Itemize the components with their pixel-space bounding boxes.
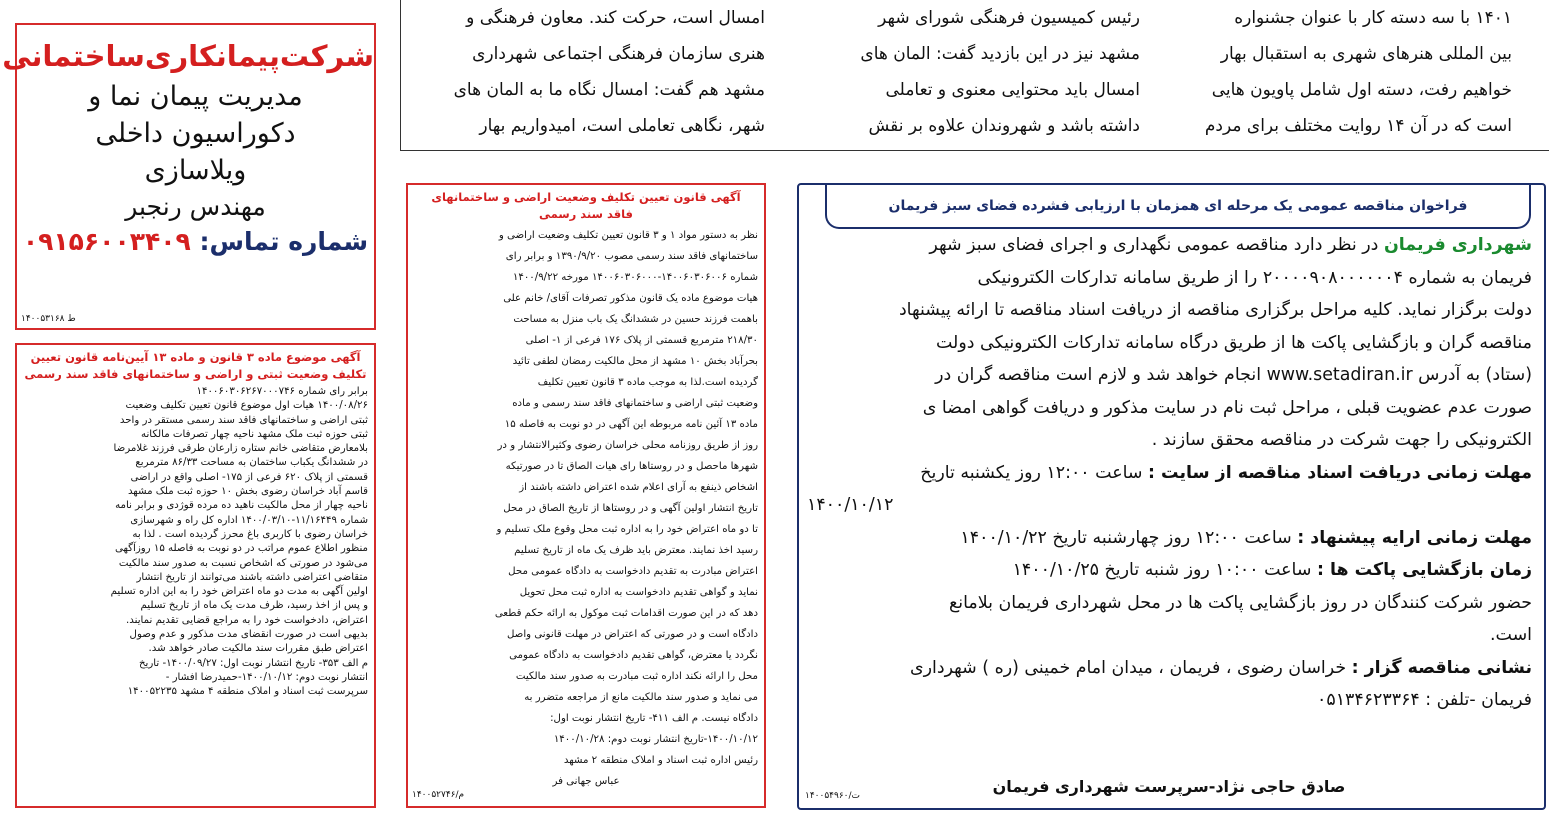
opening-value: ساعت ۱۰:۰۰ روز شنبه تاریخ ۱۴۰۰/۱۰/۲۵	[1012, 560, 1317, 580]
tender-lead: شهرداری فریمان	[1383, 235, 1532, 255]
ad-code: ت/۱۴۰۰۵۴۹۶۰	[805, 791, 861, 801]
address-label: نشانی مناقصه گزار :	[1351, 657, 1532, 678]
notice-line: و پس از اخذ رسید، ظرف مدت یک ماه از تاریخ تسلیم	[140, 600, 368, 612]
address	[807, 652, 1532, 685]
opening-time	[807, 554, 1532, 587]
article-column-right	[1172, 0, 1512, 144]
article-line: مشهد نیز در این بازدید گفت: المان های	[860, 44, 1140, 64]
notice-line: ماده ۱۳ آئین نامه مربوطه این آگهی در دو نوبت به فاصله ۱۵	[504, 419, 758, 430]
notice-line: وضعیت ثبتی اراضی و ساختمانهای فاقد سند رسمی و ماده	[512, 398, 758, 409]
deadline-docs	[807, 457, 1532, 490]
notice-line: خراسان رضوی با کاربری باغ محرز گردیده است . لذا به	[132, 528, 368, 540]
company-title: شرکت‌پیمانکاری‌ساختمانی	[2, 39, 374, 73]
notice-line: ساختمانهای فاقد سند رسمی مصوب ۱۳۹۰/۹/۲۰ و برابر رای	[505, 251, 758, 262]
attendance-line: حضور شرکت کنندگان در روز بازگشایی پاکت ها در محل شهرداری فریمان بلامانع	[948, 592, 1532, 613]
notice-line: متقاضی اعتراضی داشته باشند می‌توانند از تاریخ انتشار	[136, 571, 368, 583]
article-column-middle	[800, 0, 1140, 144]
notice-line: اشخاص ذینفع به آرای اعلام شده اعتراض داشته باشند از	[519, 482, 758, 493]
notice-title: تکلیف وضعیت ثبتی و اراضی و ساختمانهای فاقد سند رسمی	[24, 367, 367, 381]
notice-line: در ششدانگ یکباب ساختمان به مساحت ۸۶/۳۳ مترمربع	[135, 457, 368, 469]
notice-line: سرپرست ثبت اسناد و املاک منطقه ۴ مشهد ۱۴۰۰۵۲۲۳۵	[127, 686, 368, 698]
notice-line: رسید اخذ نمایند. معترض باید ظرف یک ماه از تاریخ تسلیم	[514, 545, 758, 556]
notice-line: قسمتی از پلاک ۶۲۰ فرعی از ۱۷۵- اصلی واقع در اراضی	[130, 471, 368, 483]
article-line: امسال است، حرکت کند. معاون فرهنگی و	[466, 8, 765, 28]
article-line: ۱۴۰۱ با سه دسته کار با عنوان جشنواره	[1234, 8, 1512, 28]
column-divider-vertical	[400, 0, 401, 151]
notice-line: روز از طریق روزنامه محلی خراسان رضوی وکثیرالانتشار و در	[497, 440, 758, 451]
tender-line: صورت عدم عضویت قبلی ، مراحل ثبت نام در سایت مذکور و دریافت گواهی امضا ی	[922, 397, 1532, 418]
notice-line: قاسم آباد خراسان رضوی بخش ۱۰ حوزه ثبت ملک مشهد	[127, 486, 368, 498]
tender-line	[807, 229, 1532, 262]
company-line: مهندس رنجبر	[125, 192, 266, 221]
article-line: رئیس کمیسیون فرهنگی شورای شهر	[878, 8, 1140, 28]
notice-line: م الف ۳۵۳- تاریخ انتشار نوبت اول: ۱۴۰۰/۰۹/۲۷- تاریخ	[138, 657, 368, 669]
notice-middle	[406, 183, 766, 808]
notice-line: هیات موضوع ماده یک قانون مذکور تصرفات آقای/ خانم علی	[503, 293, 758, 304]
notice-line: ثبتی حوزه ثبت ملک مشهد ناحیه چهار تصرفات مالکانه	[141, 428, 368, 440]
notice-line: دهد که در این صورت اقدامات ثبت موکول به ارائه حکم قطعی	[494, 608, 758, 619]
deadline-offer-value: ساعت ۱۲:۰۰ روز چهارشنبه تاریخ ۱۴۰۰/۱۰/۲۲	[960, 527, 1298, 548]
notice-line: می‌شود در صورتی که اشخاص نسبت به صدور سند مالکیت	[118, 557, 368, 569]
tender-line: فریمان به شماره ۲۰۰۰۰۹۰۸۰۰۰۰۰۰۴ را از طریق سامانه تدارکات الکترونیکی	[977, 267, 1532, 288]
notice-line: انتشار نوبت دوم: ۱۴۰۰/۱۰/۱۲-حمیدرضا افشار -	[165, 671, 368, 683]
notice-line: دادگاه نیست. م الف ۴۱۱- تاریخ انتشار نوبت اول:	[550, 713, 758, 724]
notice-title: فاقد سند رسمی	[539, 207, 633, 221]
notice-line: بدیهی است در صورت انقضای مدت مذکور و عدم وصول	[129, 629, 368, 641]
notice-line: اعتراض مبادرت به تقدیم دادخواست به دادگاه عمومی محل	[508, 566, 758, 577]
company-line: دکوراسیون داخلی	[95, 118, 296, 149]
deadline-offer	[807, 522, 1532, 555]
article-line: است که در آن ۱۴ روایت مختلف برای مردم	[1204, 116, 1512, 136]
tender-body	[807, 229, 1532, 717]
notice-line: تا دو ماه اعتراض خود را به اداره ثبت محل وقوع ملک تسلیم و	[496, 524, 758, 535]
notice-line: نگردد یا معترض، گواهی تقدیم دادخواست به دادگاه عمومی	[509, 650, 758, 661]
notice-line: دادگاه است و در صورتی که اعتراض در مهلت قانونی واصل	[506, 629, 758, 640]
notice-line: گردیده است.لذا به موجب ماده ۳ قانون تعیین تکلیف	[537, 377, 758, 388]
article-line: خواهیم رفت، دسته اول شامل پاویون هایی	[1211, 80, 1512, 100]
address-value: خراسان رضوی ، فریمان ، میدان امام خمینی (ره ) شهرداری	[909, 657, 1352, 678]
tender-line-text: در نظر دارد مناقصه عمومی نگهداری و اجرای فضای سبز شهر	[929, 235, 1384, 255]
tender-line: دولت برگزار نماید. کلیه مراحل برگزاری مناقصه از دریافت اسناد مناقصه تا ارائه پیشنهاد	[898, 300, 1532, 320]
company-ad	[2, 23, 376, 330]
column-divider	[400, 150, 1549, 151]
notice-line: نماید و گواهی تقدیم دادخواست به اداره ثبت محل تحویل	[519, 587, 758, 598]
notice-line: منظور اطلاع عموم مراتب در دو نوبت به فاصله ۱۵ روزآگهی	[114, 543, 368, 555]
attendance-line: است.	[1489, 625, 1532, 645]
article-line: هنری سازمان فرهنگی اجتماعی شهرداری	[472, 44, 765, 64]
tender-line: مناقصه گران و بازگشایی پاکت ها از طریق درگاه سامانه تدارکات الکترونیکی دولت	[935, 332, 1532, 353]
notice-line: برابر رای شماره ۱۴۰۰۶۰۳۰۶۲۶۷۰۰۰۷۴۶	[196, 386, 368, 397]
notice-line: ۱۴۰۰/۱۰/۱۲-تاریخ انتشار نوبت دوم: ۱۴۰۰/۱۰/۲۸	[553, 734, 758, 745]
article-line: بین المللی هنرهای شهری به استقبال بهار	[1220, 44, 1512, 64]
notice-line: بحرآباد بخش ۱۰ مشهد از محل مالکیت رمضان لطفی تائید	[512, 356, 758, 367]
tender-signature: صادق حاجی نژاد-سرپرست شهرداری فریمان	[992, 777, 1346, 796]
notice-signature: عباس جهانی فر	[552, 776, 620, 787]
article-column-left	[425, 0, 765, 144]
article-line: امسال باید محتوایی معنوی و تعاملی	[885, 80, 1140, 100]
notice-line: اولین آگهی به مدت دو ماه اعتراض خود را به این اداره تسلیم	[110, 586, 368, 598]
contact-row	[17, 227, 374, 256]
notice-line: شهرها ماحصل و در روستاها رای هیات الصاق تا در صورتیکه	[505, 461, 758, 472]
tender-title: فراخوان مناقصه عمومی یک مرحله ای همزمان با ارزیابی فشرده فضای سبز فریمان	[825, 185, 1531, 229]
article-line: مشهد هم گفت: امسال نگاه ما به المان های	[453, 80, 765, 100]
notice-line: محل را ارائه نکند اداره ثبت مبادرت به صدور سند مالکیت	[515, 671, 758, 682]
notice-line: تاریخ انتشار اولین آگهی و در روستاها از تاریخ الصاق در محل	[503, 503, 758, 514]
article-line: شهر، نگاهی تعاملی است، امیدواریم بهار	[479, 116, 765, 136]
tender-line: (ستاد) به آدرس www.setadiran.ir انجام خواهد شد و لازم است مناقصه گران در	[935, 365, 1532, 385]
notice-line: نظر به دستور مواد ۱ و ۳ قانون تعیین تکلیف وضعیت اراضی و	[498, 230, 758, 241]
opening-label: زمان بازگشایی پاکت ها :	[1316, 560, 1532, 580]
notice-line: می نماید و صدور سند مالکیت مانع از مراجعه متضرر به	[524, 692, 758, 703]
notice-line: ناحیه چهار از محل مالکیت ناهید ده مرده قوژدی و برابر نامه	[115, 500, 368, 512]
notice-title: آگهی قانون تعیین تکلیف وضعیت اراضی و ساختمانهای	[431, 190, 741, 204]
deadline-docs-value: ساعت ۱۲:۰۰ روز یکشنبه تاریخ	[920, 462, 1149, 483]
notice-line: ۲۱۸/۳۰ مترمربع قسمتی از پلاک ۱۷۶ فرعی از ۱- اصلی	[525, 335, 758, 346]
notice-line: شماره ۱۱/۱۶۴۴۹-۱۴۰۰/۰۳/۱۰ اداره کل راه و شهرسازی	[130, 514, 368, 526]
notice-title: آگهی موضوع ماده ۳ قانون و ماده ۱۳ آیین‌نامه قانون تعیین	[30, 350, 361, 364]
article-line: داشته باشد و شهروندان علاوه بر نقش	[868, 116, 1140, 136]
notice-line: باهمت فرزند حسین در ششدانگ یک باب منزل به مساحت	[513, 314, 758, 325]
deadline-docs-date-text: ۱۴۰۰/۱۰/۱۲	[807, 495, 894, 515]
company-line: ویلاسازی	[144, 155, 247, 186]
notice-line: اعتراض طبق مقررات سند مالکیت صادر خواهد شد.	[148, 643, 368, 655]
notice-line: رئیس اداره ثبت اسناد و املاک منطقه ۲ مشهد	[563, 755, 758, 766]
notice-line: شماره ۱۴۰۰۶۰۳۰۶۰۰۶-۱۴۰۰۶۰۳۰۶۰۰۰ مورخه ۱۴۰۰/۹/۲۲	[512, 272, 758, 283]
ad-code: ط ۱۴۰۰۵۳۱۶۸	[21, 314, 76, 324]
notice-line: اعتراض، دادخواست خود را به مراجع قضایی تقدیم نمایند.	[126, 614, 368, 626]
ad-code: م/۱۴۰۰۵۲۷۴۶	[412, 790, 465, 800]
tender-line: الکترونیکی را جهت شرکت در مناقصه محقق سازند .	[1151, 430, 1532, 450]
contact-label: شماره تماس:	[199, 227, 369, 256]
address-line: فریمان -تلفن : ۰۵۱۳۴۶۲۳۳۶۴	[1317, 690, 1532, 710]
tender-notice	[797, 183, 1546, 810]
phone-number[interactable]: ۰۹۱۵۶۰۰۳۴۰۹	[22, 227, 191, 256]
company-line: مدیریت پیمان نما و	[88, 81, 303, 112]
notice-line: ۱۴۰۰/۰۸/۲۶ هیات اول موضوع قانون تعیین تکلیف وضعیت	[125, 400, 368, 412]
deadline-docs-label: مهلت زمانی دریافت اسناد مناقصه از سایت :	[1148, 462, 1532, 483]
notice-line: بلامعارض متقاضی خانم ستاره زارعان طرقی فرزند غلامرضا	[113, 443, 368, 455]
deadline-docs-date	[807, 489, 1532, 522]
notice-left	[15, 343, 376, 808]
deadline-offer-label: مهلت زمانی ارایه پیشنهاد :	[1297, 527, 1532, 548]
notice-line: ثبتی اراضی و ساختمانهای فاقد سند رسمی مستقر در واحد	[119, 414, 368, 426]
